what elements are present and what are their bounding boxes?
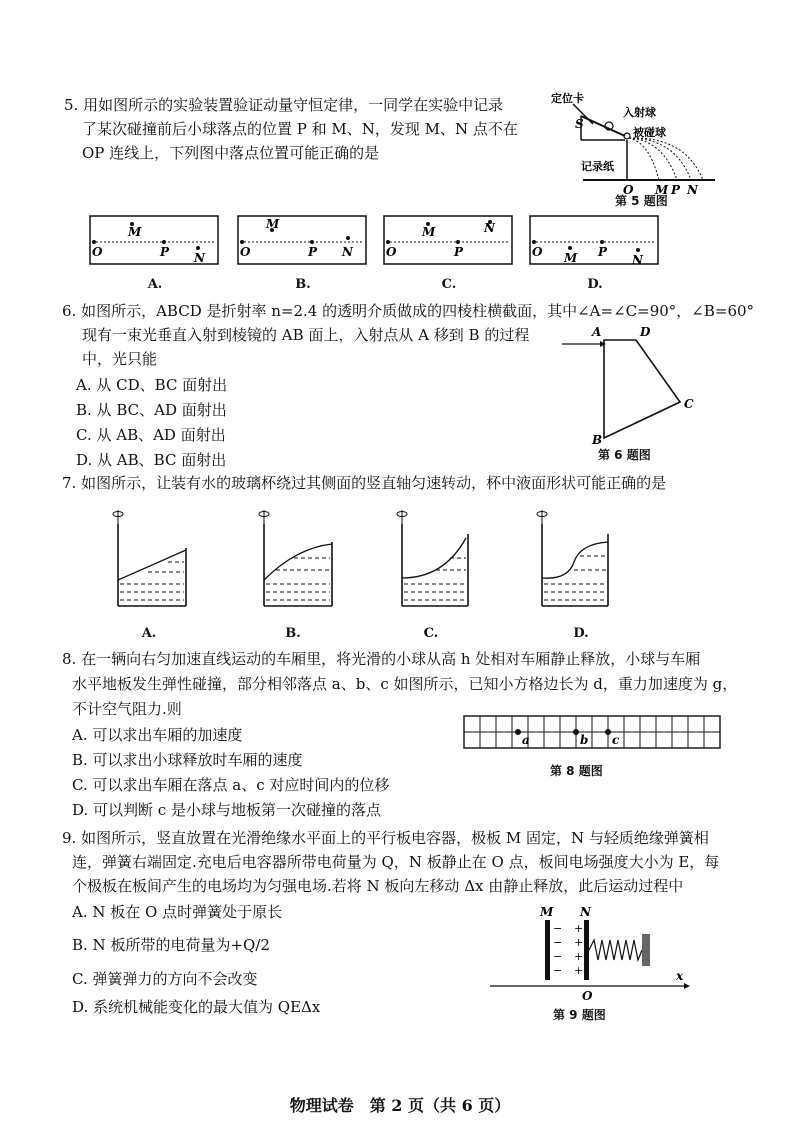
svg-text:+: +	[574, 964, 584, 977]
q6-option-c: C. 从 AB、AD 面射出	[76, 426, 226, 444]
q5-caption: 第 5 题图	[615, 194, 668, 208]
svg-text:−: −	[553, 950, 563, 963]
q7-cup-a	[113, 510, 186, 606]
q6-line3: 中，光只能	[82, 350, 158, 368]
q6-fig-d: D	[640, 325, 651, 339]
q5-b-m: M	[266, 217, 280, 231]
q7-option-b-label: B.	[285, 626, 301, 641]
q8-grid-figure	[462, 714, 722, 754]
q9-option-b: B. N 板所带的电荷量为+Q/2	[72, 936, 270, 954]
q6-option-b: B. 从 BC、AD 面射出	[76, 401, 227, 419]
q5-c-m: M	[422, 225, 436, 239]
q7-cup-b	[259, 510, 332, 606]
q7-option-d-label: D.	[573, 626, 589, 641]
q5-fig-rusheqiu: 入射球	[623, 106, 656, 119]
q6-line1: 6. 如图所示，ABCD 是折射率 n=2.4 的透明介质做成的四棱柱横截面，其中∠A=∠C=90°，∠B=60°	[62, 302, 755, 320]
q9-line3: 个极板在板间产生的电场均为匀强电场.若将 N 板向左移动 Δx 由静止释放，此后运动过程中	[72, 877, 684, 895]
q9-fig-m: M	[540, 905, 554, 919]
q5-option-b-box	[238, 216, 366, 264]
q5-a-o: O	[92, 245, 103, 259]
q5-option-c-box	[384, 216, 512, 264]
svg-text:+: +	[574, 950, 584, 963]
q7-cup-d	[537, 510, 608, 606]
q7-option-c-label: C.	[423, 626, 439, 641]
q5-fig-s: S	[575, 117, 584, 131]
q5-fig-dingweika: 定位卡	[551, 92, 584, 105]
q5-fig-n: N	[687, 183, 698, 197]
q9-option-d: D. 系统机械能变化的最大值为 QEΔx	[72, 998, 321, 1016]
q5-a-p: P	[160, 245, 170, 259]
q6-line2: 现有一束光垂直入射到棱镜的 AB 面上，入射点从 A 移到 B 的过程	[82, 326, 530, 344]
svg-text:−: −	[553, 922, 563, 935]
q6-caption: 第 6 题图	[598, 448, 651, 462]
q8-fig-c: c	[612, 733, 620, 747]
q5-d-n: N	[632, 253, 643, 267]
q5-line2: 了某次碰撞前后小球落点的位置 P 和 M、N，发现 M、N 点不在	[82, 120, 518, 138]
q9-fig-x: x	[676, 969, 684, 983]
q5-option-a-label: A.	[147, 277, 163, 292]
q9-line1: 9. 如图所示，竖直放置在光滑绝缘水平面上的平行板电容器，极板 M 固定，N 与轻质绝缘弹簧相	[62, 829, 709, 847]
q8-line3: 不计空气阻力.则	[72, 700, 182, 718]
svg-text:+: +	[574, 936, 584, 949]
q9-fig-o: O	[582, 989, 593, 1003]
q6-option-a: A. 从 CD、BC 面射出	[76, 376, 228, 394]
q8-option-a: A. 可以求出车厢的加速度	[72, 726, 243, 744]
q9-option-c: C. 弹簧弹力的方向不会改变	[72, 970, 258, 988]
q7-option-a-label: A.	[141, 626, 157, 641]
q7-cup-c	[397, 510, 468, 606]
q8-option-b: B. 可以求出小球释放时车厢的速度	[72, 751, 303, 769]
q5-b-o: O	[240, 245, 251, 259]
q9-caption: 第 9 题图	[553, 1008, 606, 1022]
q8-line2: 水平地板发生弹性碰撞，部分相邻落点 a、b、c 如图所示，已知小方格边长为 d，重力加速度为 g，	[72, 675, 738, 693]
q5-option-b-label: B.	[295, 277, 311, 292]
q5-d-o: O	[532, 245, 543, 259]
q5-fig-m: M	[655, 183, 669, 197]
q5-option-a-box	[90, 216, 218, 265]
q5-c-n: N	[484, 221, 495, 235]
q8-line1: 8. 在一辆向右匀加速直线运动的车厢里，将光滑的小球从高 h 处相对车厢静止释放，小球与车厢	[62, 650, 701, 668]
q8-caption: 第 8 题图	[550, 764, 603, 778]
q5-c-p: P	[454, 245, 464, 259]
q6-prism-figure	[560, 326, 710, 456]
q7-cups-figure	[100, 506, 620, 618]
q9-line2: 连，弹簧右端固定.充电后电容器所带电荷量为 Q，N 板静止在 O 点，板间电场强度大小为 E，每	[72, 853, 720, 871]
svg-text:+: +	[574, 922, 584, 935]
q8-fig-a: a	[522, 733, 530, 747]
q5-b-n: N	[342, 245, 353, 259]
q9-capacitor-figure	[490, 904, 690, 1004]
q8-option-c: C. 可以求出车厢在落点 a、c 对应时间内的位移	[72, 776, 390, 794]
q5-a-n: N	[194, 251, 205, 265]
q5-fig-beipengqiu: 被碰球	[633, 126, 666, 139]
q6-fig-c: C	[684, 397, 694, 411]
q5-option-d-box	[530, 216, 658, 267]
q8-option-d: D. 可以判断 c 是小球与地板第一次碰撞的落点	[72, 801, 381, 819]
q5-d-p: P	[598, 245, 608, 259]
q5-line1: 5. 用如图所示的实验装置验证动量守恒定律，一同学在实验中记录	[64, 96, 504, 114]
q5-fig-o: O	[623, 183, 634, 197]
q8-fig-b: b	[580, 733, 589, 747]
q9-option-a: A. N 板在 O 点时弹簧处于原长	[72, 903, 283, 921]
q5-option-c-label: C.	[441, 277, 457, 292]
q5-d-m: M	[564, 251, 578, 265]
q5-apparatus-figure	[545, 88, 725, 208]
q5-line3: OP 连线上，下列图中落点位置可能正确的是	[82, 144, 380, 162]
q5-a-m: M	[128, 225, 142, 239]
q5-c-o: O	[386, 245, 397, 259]
q5-fig-jiluzhi: 记录纸	[581, 160, 614, 173]
q6-fig-a: A	[592, 325, 602, 339]
q9-fig-n: N	[580, 905, 591, 919]
q5-b-p: P	[308, 245, 318, 259]
page-footer: 物理试卷 第 2 页（共 6 页）	[289, 1096, 511, 1115]
svg-text:−: −	[553, 964, 563, 977]
q6-option-d: D. 从 AB、BC 面射出	[76, 451, 227, 469]
q6-fig-b: B	[592, 433, 603, 447]
q7-line1: 7. 如图所示，让装有水的玻璃杯绕过其侧面的竖直轴匀速转动，杯中液面形状可能正确的是	[62, 474, 667, 492]
svg-text:−: −	[553, 936, 563, 949]
q5-fig-p: P	[671, 183, 681, 197]
q5-option-d-label: D.	[587, 277, 603, 292]
q5-options-figures	[86, 214, 706, 274]
